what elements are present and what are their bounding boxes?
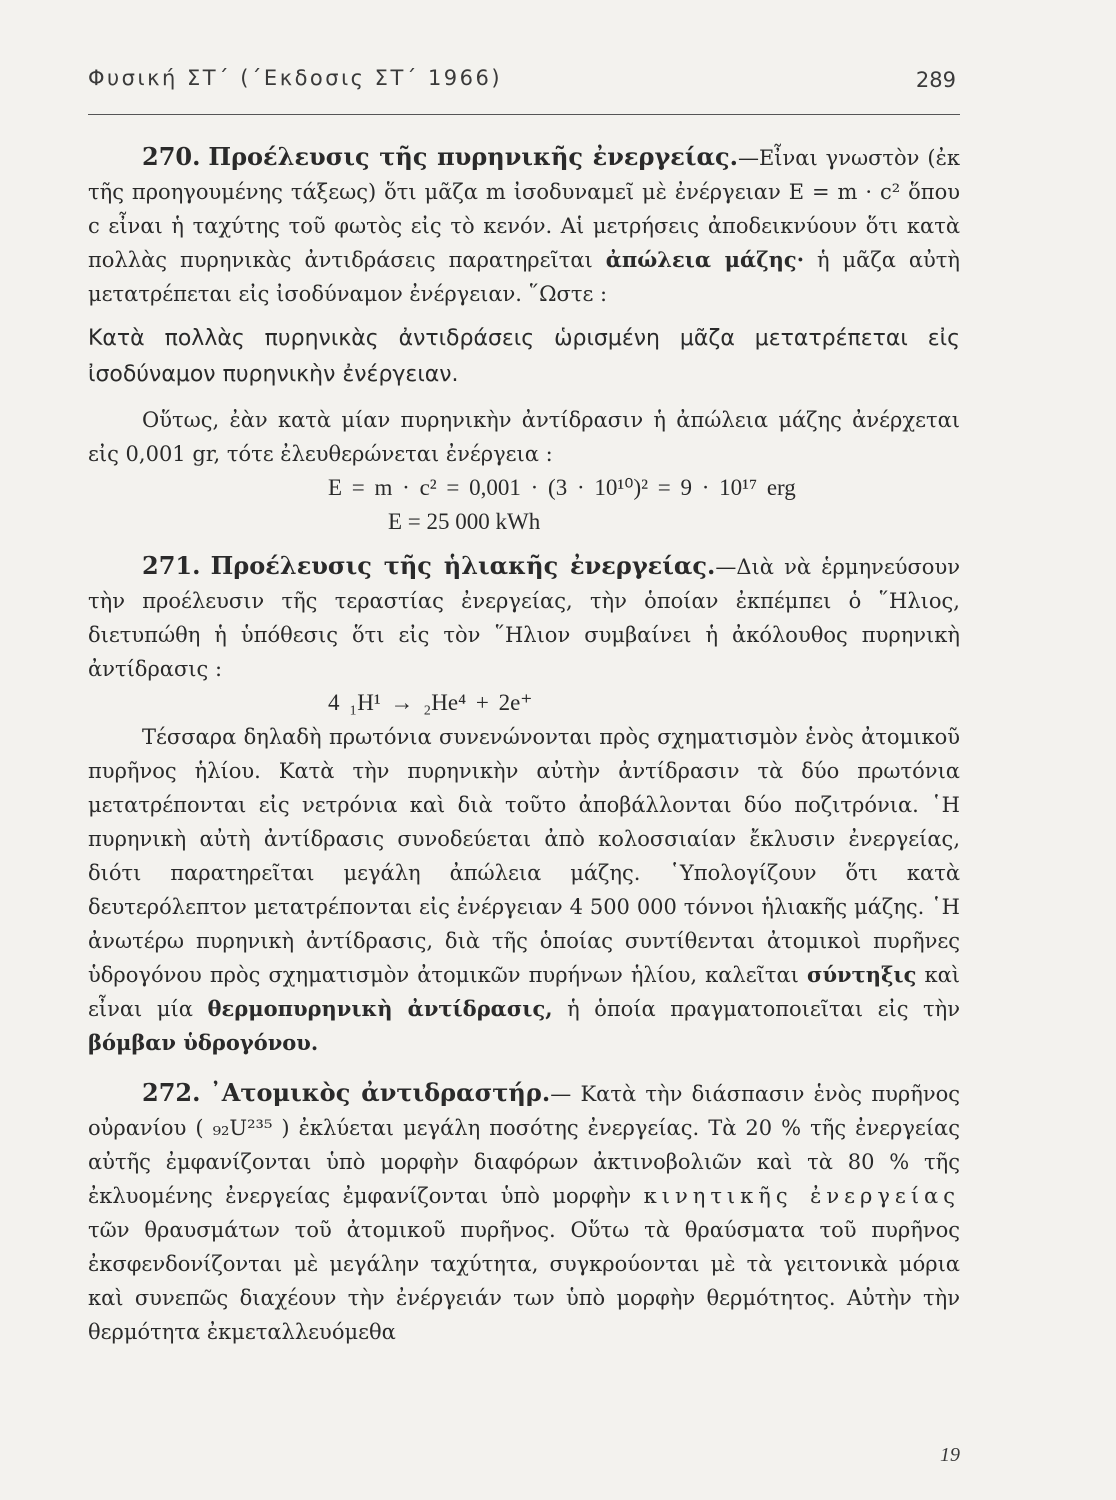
section-271-explanation (88, 720, 960, 1060)
kinetic-energy-term: κινητικῆς ἐνεργείας (643, 1184, 960, 1208)
section-272-title: ᾿Ατομικὸς ἀντιδραστήρ. (209, 1078, 551, 1107)
header-title: Φυσική ΣΤ΄ (΄Εκδοσις ΣΤ΄ 1966) (88, 66, 503, 90)
thermonuclear-term: θερμοπυρηνικὴ ἀντίδρασις, (207, 996, 553, 1021)
section-271-paragraph (88, 549, 960, 686)
section-271-text: —Διὰ νὰ ἑρμηνεύσουν τὴν προέλευσιν τῆς τεραστίας ἐνεργείας, τὴν ὁποίαν ἐκπέμπει ὁ ῞Ηλιος, διετυπώθη ἡ ὑπόθεσις ὅτι εἰς τὸν ῞Ηλιον συμβαίνει ἡ ἀκόλουθος πυρηνικὴ ἀντίδρασις : (88, 555, 960, 681)
section-271-connector-2: ἡ ὁποία πραγματοποιεῖται εἰς τὴν (567, 997, 960, 1021)
hydrogen-bomb-term: βόμβαν ὑδρογόνου. (88, 1030, 319, 1055)
section-272-text-end: τῶν θραυσμάτων τοῦ ἀτομικοῦ πυρῆνος. Οὕτω τὰ θραύσματα τοῦ πυρῆνος ἐκσφενδονίζονται μὲ μεγάλην ταχύτητα, συγκρούονται μὲ τὰ γειτονικὰ μόρια καὶ συνεπῶς διαχέουν τὴν ἐνέργειάν των ὑπὸ μορφὴν θερμότητος. Αὐτὴν τὴν θερμότητα ἐκμεταλλευόμεθα (88, 1218, 960, 1344)
section-271-title: Προέλευσις τῆς ἡλιακῆς ἐνεργείας. (210, 551, 716, 580)
energy-result: E = 25 000 kWh (388, 509, 541, 534)
section-270-number: 270. (142, 142, 201, 171)
sheet-number: 19 (940, 1444, 960, 1466)
fusion-equation: 4 ₁H¹ → ₂He⁴ + 2e⁺ (328, 690, 533, 715)
section-271-explanation-text: Τέσσαρα δηλαδὴ πρωτόνια συνενώνονται πρὸς σχηματισμὸν ἑνὸς ἀτομικοῦ πυρῆνος ἡλίου. Κατὰ τὴν πυρηνικὴν αὐτὴν ἀντίδρασιν τὰ δύο πρωτόνια μετατρέπονται εἰς νετρόνια καὶ διὰ τοῦτο ἀποβάλλονται δύο ποζιτρόνια. ῾Η πυρηνικὴ αὐτὴ ἀντίδρασις συνοδεύεται ἀπὸ κολοσσιαίαν ἔκλυσιν ἐνεργείας, διότι παρατηρεῖται μεγάλη ἀπώλεια μάζης. ῾Υπολογίζουν ὅτι κατὰ δευτερόλεπτον μετατρέπονται εἰς ἐνέργειαν 4 500 000 τόννοι ἡλιακῆς μάζης. ῾Η ἀνωτέρω πυρηνικὴ ἀντίδρασις, διὰ τῆς ὁποίας συντίθενται ἀτομικοὶ πυρῆνες ὑδρογόνου πρὸς σχηματισμὸν ἀτομικῶν πυρήνων ἡλίου, καλεῖται (88, 725, 960, 987)
section-270-paragraph (88, 140, 960, 311)
section-271-number: 271. (142, 551, 201, 580)
body-text (88, 140, 960, 1349)
energy-equation: E = m · c² = 0,001 · (3 · 10¹⁰)² = 9 · 10¹⁷ erg (328, 475, 796, 500)
running-header (88, 66, 960, 115)
section-272-number: 272. (142, 1078, 201, 1107)
fusion-term: σύντηξις (806, 962, 917, 987)
section-272-text: — Κατὰ τὴν διάσπασιν ἑνὸς πυρῆνος οὐρανίου ( ₉₂U²³⁵ ) ἐκλύεται μεγάλη ποσότης ἐνεργείας. Τὰ 20 % τῆς ἐνεργείας αὐτῆς ἐμφανίζονται ὑπὸ μορφὴν διαφόρων ἀκτινοβολιῶν καὶ τὰ 80 % τῆς ἐκλυομένης ἐνεργείας ἐμφανίζονται ὑπὸ μορφὴν (88, 1082, 960, 1208)
mass-loss-term: ἀπώλεια μάζης· (605, 247, 805, 272)
section-270-text-end: ἡ μᾶζα αὐτὴ μετατρέπεται εἰς ἰσοδύναμον ἐνέργειαν. ῞Ωστε : (88, 248, 960, 306)
page-number: 289 (915, 68, 956, 92)
section-270-example: Οὕτως, ἐὰν κατὰ μίαν πυρηνικὴν ἀντίδρασιν ἡ ἀπώλεια μάζης ἀνέρχεται εἰς 0,001 gr, τότε ἐλευθερώνεται ἐνέργεια : (88, 408, 960, 466)
section-270-text: —Εἶναι γνωστὸν (ἐκ τῆς προηγουμένης τάξεως) ὅτι μᾶζα m ἰσοδυναμεῖ μὲ ἐνέργειαν E = m · c² ὅπου c εἶναι ἡ ταχύτης τοῦ φωτὸς εἰς τὸ κενόν. Αἱ μετρήσεις ἀποδεικνύουν ὅτι κατὰ πολλὰς πυρηνικὰς ἀντιδράσεις παρατηρεῖται (88, 146, 960, 272)
section-270-rule: Κατὰ πολλὰς πυρηνικὰς ἀντιδράσεις ὡρισμένη μᾶζα μετατρέπεται εἰς ἰσοδύναμον πυρηνικὴν ἐνέργειαν. (88, 326, 960, 387)
section-270-title: Προέλευσις τῆς πυρηνικῆς ἐνεργείας. (208, 142, 738, 171)
section-271-connector: καὶ εἶναι μία (88, 963, 961, 1021)
section-272-paragraph (88, 1076, 960, 1349)
